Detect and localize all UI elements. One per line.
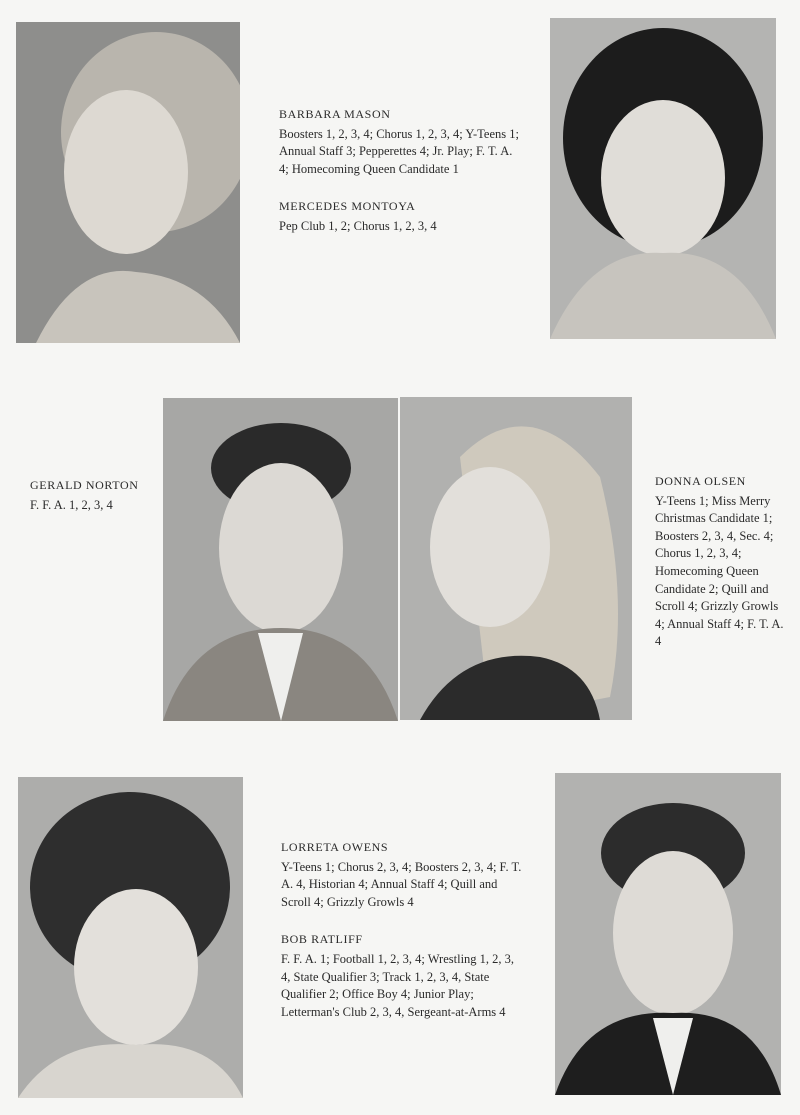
student-activities: Y-Teens 1; Miss Merry Christmas Candidate 1; Boosters 2, 3, 4, Sec. 4; Chorus 1, 2, 3, 4; Homecoming Queen Candidate 2; Quill and Scroll 4; Grizzly Growls 4; Annual Staff 4; F. T. A. 4 (655, 493, 784, 649)
bio-group-owens-ratliff (281, 839, 526, 1041)
bio-gerald-norton (30, 477, 155, 534)
student-name: BARBARA MASON (279, 107, 391, 121)
student-name: BOB RATLIFF (281, 932, 363, 947)
portrait-bob-ratliff (555, 773, 781, 1095)
portrait-donna-olsen (400, 397, 632, 720)
student-activities: Boosters 1, 2, 3, 4; Chorus 1, 2, 3, 4; Y-Teens 1; Annual Staff 3; Pepperettes 4; Jr. Play; F. T. A. 4; Homecoming Queen Candidate 1 (279, 126, 519, 176)
bio-group-mason-montoya (279, 106, 521, 256)
student-name: DONNA OLSEN (655, 474, 746, 488)
portrait-lorreta-owens (18, 777, 243, 1098)
portrait-barbara-mason (16, 22, 240, 343)
portrait-mercedes-montoya (550, 18, 776, 339)
student-activities: F. F. A. 1; Football 1, 2, 3, 4; Wrestling 1, 2, 3, 4, State Qualifier 3; Track 1, 2, 3, 4, State Qualifier 2; Office Boy 4; Junior Play; Letterman's Club 2, 3, 4, Sergeant-at-Arms 4 (281, 951, 515, 1019)
student-activities: Pep Club 1, 2; Chorus 1, 2, 3, 4 (279, 218, 437, 233)
bio-donna-olsen (655, 473, 787, 671)
student-name: GERALD NORTON (30, 478, 139, 492)
student-name: MERCEDES MONTOYA (279, 199, 416, 214)
student-activities: Y-Teens 1; Chorus 2, 3, 4; Boosters 2, 3, 4; F. T. A. 4, Historian 4; Annual Staff 4; Quill and Scroll 4; Grizzly Growls 4 (281, 859, 522, 909)
portrait-gerald-norton (163, 398, 398, 721)
student-name: LORRETA OWENS (281, 840, 389, 854)
student-activities: F. F. A. 1, 2, 3, 4 (30, 497, 113, 512)
